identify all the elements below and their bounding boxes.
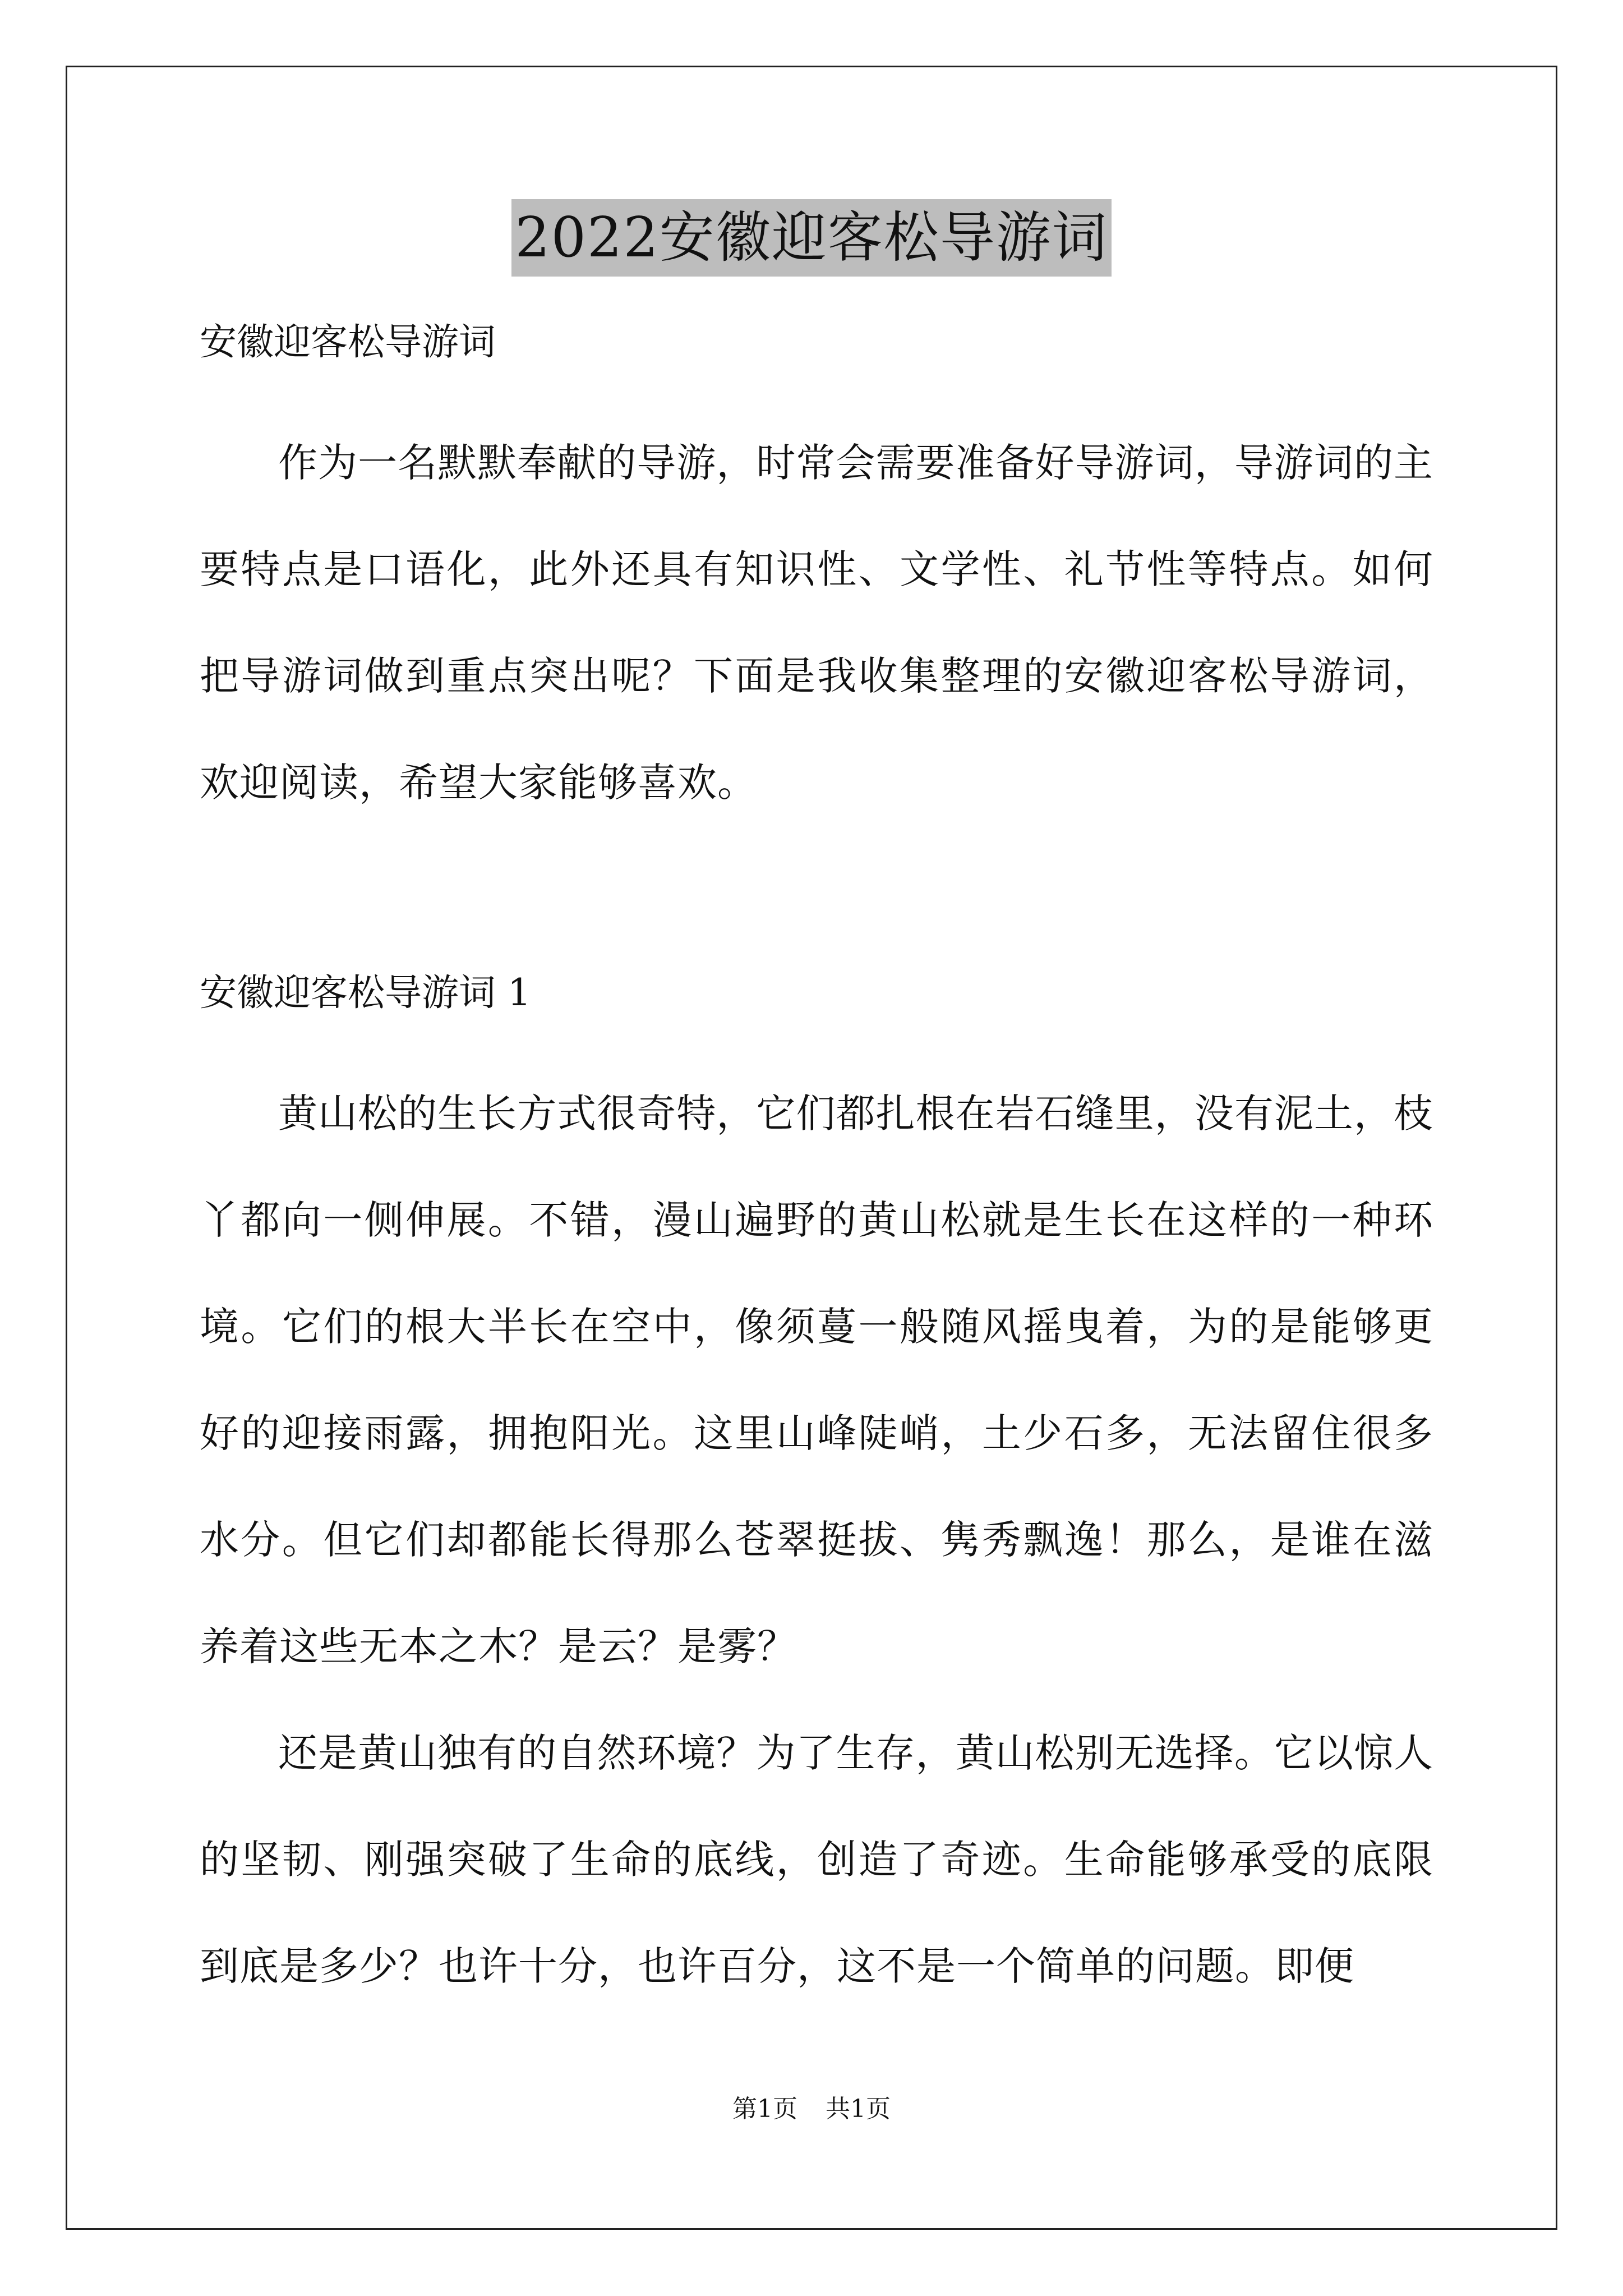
intro-heading: 安徽迎客松导游词 — [200, 320, 496, 364]
section1-paragraph-1: 黄山松的生长方式很奇特，它们都扎根在岩石缝里，没有泥土，枝丫都向一侧伸展。不错，漫山遍野的黄山松就是生长在这样的一种环境。它们的根大半长在空中，像须蔓一般随风摇曳着，为的是能够更好的迎接雨露，拥抱阳光。这里山峰陡峭，土少石多，无法留住很多水分。但它们却都能长得那么苍翠挺拔、隽秀飘逸！那么，是谁在滋养着这些无本之木？是云？是雾？ — [200, 1091, 1433, 1669]
page-number: 第1页 — [732, 2095, 797, 2123]
document-body — [200, 314, 1433, 2019]
page-total: 共1页 — [826, 2095, 891, 2123]
section1-heading: 安徽迎客松导游词 1 — [200, 971, 531, 1014]
page-footer — [0, 2092, 1623, 2126]
document-title: 2022安徽迎客松导游词 — [511, 199, 1111, 277]
title-container — [0, 199, 1623, 277]
section1-paragraph-2: 还是黄山独有的自然环境？为了生存，黄山松别无选择。它以惊人的坚韧、刚强突破了生命的底线，创造了奇迹。生命能够承受的底限到底是多少？也许十分，也许百分，这不是一个简单的问题。即便 — [200, 1730, 1433, 1989]
intro-paragraph: 作为一名默默奉献的导游，时常会需要准备好导游词，导游词的主要特点是口语化，此外还具有知识性、文学性、礼节性等特点。如何把导游词做到重点突出呢？下面是我收集整理的安徽迎客松导游词，欢迎阅读，希望大家能够喜欢。 — [200, 440, 1433, 806]
